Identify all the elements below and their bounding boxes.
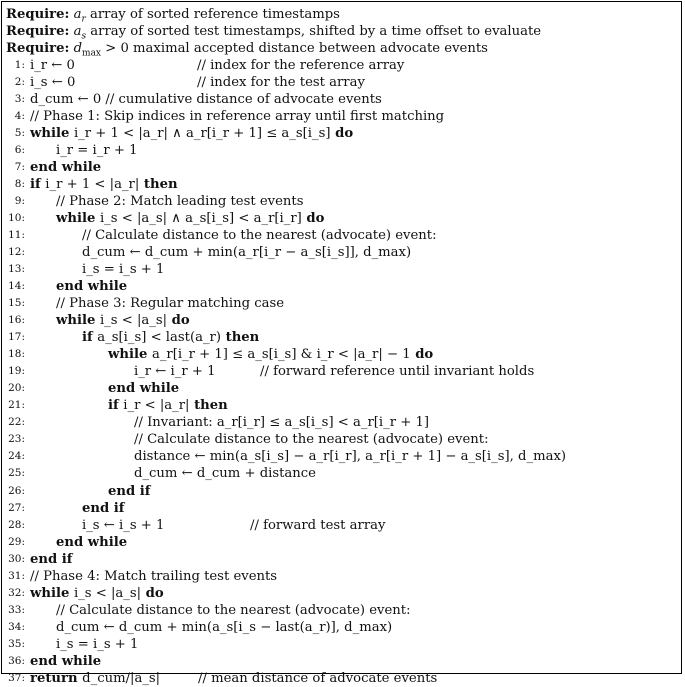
line-number: 2:	[14, 76, 25, 89]
code-text: i_r ← i_r + 1	[134, 364, 216, 380]
code-text: i_r = i_r + 1	[56, 143, 138, 159]
algorithm-line	[2, 57, 681, 74]
line-number: 7:	[14, 161, 25, 174]
algorithm-line	[2, 414, 681, 431]
line-code	[134, 414, 429, 431]
line-code	[56, 142, 138, 159]
keyword: end while	[30, 160, 102, 176]
algorithm-line	[2, 568, 681, 585]
line-number: 6:	[14, 144, 25, 157]
line-number: 22:	[8, 416, 25, 429]
keyword: end while	[30, 653, 102, 669]
line-code	[30, 91, 382, 108]
line-code	[82, 500, 124, 517]
algorithm-line	[2, 244, 681, 261]
algorithm-line	[2, 176, 681, 193]
require-line: Require: $a_s$ array of sorted test timestamps, shifted by a time offset to evaluate	[6, 24, 542, 42]
algorithm-line	[2, 108, 681, 125]
code-text: i_r + 1 < |a_r| ∧ a_r[i_r + 1] ≤ a_s[i_s]	[73, 126, 331, 142]
line-code	[30, 159, 101, 176]
keyword: end if	[30, 551, 73, 567]
line-number: 23:	[8, 433, 25, 446]
code-text: // Phase 2: Match leading test events	[56, 194, 304, 210]
keyword: end if	[82, 500, 125, 516]
line-code	[134, 431, 489, 448]
algorithm-line	[2, 210, 681, 227]
keyword: then	[139, 177, 178, 193]
algorithm-line	[2, 74, 681, 91]
keyword: end while	[56, 534, 128, 550]
line-code	[108, 380, 179, 397]
algorithm-line	[2, 295, 681, 312]
code-text: d_cum ← d_cum + min(a_s[i_s − last(a_r)], d_max)	[56, 619, 393, 635]
keyword: while	[30, 585, 74, 601]
keyword: do	[141, 585, 164, 601]
code-text: a_r[i_r + 1] ≤ a_s[i_s] & i_r < |a_r| − 1	[151, 347, 411, 363]
line-code	[30, 125, 353, 142]
code-text: i_r + 1 < |a_r|	[45, 177, 140, 193]
algorithm-line	[2, 602, 681, 619]
require-keyword: Require:	[6, 41, 70, 56]
line-code	[56, 636, 138, 653]
line-code	[30, 585, 164, 602]
algorithm-line	[2, 159, 681, 176]
line-code	[56, 193, 304, 210]
keyword: end while	[108, 381, 180, 397]
algorithm-line	[2, 448, 681, 465]
code-text: i_r < |a_r|	[123, 398, 190, 414]
code-text: i_r ← 0	[30, 58, 75, 73]
code-text: i_s < |a_s|	[99, 313, 168, 329]
code-text: i_s ← i_s + 1	[82, 517, 165, 533]
line-code	[30, 551, 72, 568]
keyword: if	[82, 330, 98, 346]
keyword: do	[410, 347, 434, 363]
line-code	[56, 278, 127, 295]
keyword: while	[108, 347, 152, 363]
algorithm-line	[2, 534, 681, 551]
keyword: while	[30, 126, 74, 142]
keyword: while	[56, 313, 100, 329]
code-text: d_cum ← 0 // cumulative distance of advocate events	[30, 92, 382, 108]
line-code	[82, 244, 411, 261]
require-line: Require: $d_{max} > 0$ maximal accepted distance between advocate events	[6, 41, 488, 59]
code-text: d_cum ← d_cum + min(a_r[i_r − a_s[i_s]], d_max)	[82, 245, 412, 261]
line-number: 26:	[8, 484, 25, 497]
line-number: 8:	[14, 178, 25, 191]
keyword: if	[30, 177, 46, 193]
code-text: a_s[i_s] < last(a_r)	[97, 330, 222, 346]
code-text: // Phase 3: Regular matching case	[56, 296, 285, 312]
require-keyword: Require:	[6, 7, 70, 22]
line-number: 9:	[14, 195, 25, 208]
code-text: // Invariant: a_r[i_r] ≤ a_s[i_s] < a_r[i_r + 1]	[134, 415, 430, 431]
algorithm-line	[2, 670, 681, 687]
line-number: 17:	[8, 331, 25, 344]
line-number: 13:	[8, 263, 25, 276]
line-code	[56, 210, 324, 227]
algorithm-line	[2, 653, 681, 670]
line-number: 24:	[8, 450, 25, 463]
code-text: // Calculate distance to the nearest (advocate) event:	[56, 602, 411, 618]
algorithm-line	[2, 125, 681, 142]
algorithm-line	[2, 619, 681, 636]
line-code	[108, 483, 150, 500]
algorithm-line	[2, 329, 681, 346]
code-text: // Phase 1: Skip indices in reference array until first matching	[30, 109, 445, 125]
code-text: d_cum ← d_cum + distance	[134, 466, 316, 482]
line-number: 10:	[8, 212, 25, 225]
keyword: return	[30, 670, 83, 686]
algorithm-line	[2, 91, 681, 108]
algorithm-box	[1, 1, 682, 686]
line-number: 16:	[8, 314, 25, 327]
keyword: while	[56, 211, 100, 227]
line-comment: // forward test array	[250, 517, 386, 533]
line-number: 27:	[8, 501, 25, 514]
line-number: 1:	[14, 59, 25, 71]
line-code	[82, 261, 164, 278]
code-text: // Calculate distance to the nearest (advocate) event:	[134, 432, 489, 448]
line-number: 21:	[8, 399, 25, 412]
keyword: end if	[108, 483, 151, 499]
algorithm-line	[2, 397, 681, 414]
algorithm-line	[2, 517, 681, 534]
algorithm-line	[2, 483, 681, 500]
line-number: 12:	[8, 246, 25, 259]
algorithm-line	[2, 142, 681, 159]
line-number: 30:	[8, 552, 25, 565]
line-number: 19:	[8, 365, 25, 378]
line-code	[56, 534, 127, 551]
algorithm-line	[2, 261, 681, 278]
line-code	[82, 517, 164, 534]
keyword: if	[108, 398, 124, 414]
line-code	[30, 57, 75, 74]
line-number: 35:	[8, 637, 25, 650]
keyword: do	[330, 126, 354, 142]
code-text: d_cum/|a_s|	[82, 670, 161, 686]
code-text: i_s = i_s + 1	[82, 262, 165, 278]
line-code	[30, 176, 178, 193]
algorithm-line	[2, 312, 681, 329]
algorithm-line	[2, 363, 681, 380]
line-comment: // index for the reference array	[197, 58, 405, 73]
algorithm-line	[2, 431, 681, 448]
algorithm-line	[2, 585, 681, 602]
line-code	[30, 653, 101, 670]
line-number: 25:	[8, 467, 25, 480]
code-text: i_s < |a_s| ∧ a_s[i_s] < a_r[i_r]	[99, 211, 302, 227]
code-text: i_s ← 0	[30, 75, 76, 91]
algorithm-line	[2, 551, 681, 568]
line-number: 36:	[8, 654, 25, 667]
line-number: 3:	[14, 93, 25, 106]
algorithm-line	[2, 227, 681, 244]
require-keyword: Require:	[6, 24, 70, 39]
line-number: 29:	[8, 535, 25, 548]
line-code	[30, 108, 444, 125]
algorithm-line	[2, 193, 681, 210]
line-code	[134, 363, 216, 380]
line-code	[134, 465, 316, 482]
line-code	[30, 74, 75, 91]
line-code	[56, 619, 392, 636]
line-number: 20:	[8, 382, 25, 395]
line-number: 14:	[8, 280, 25, 293]
algorithm-line	[2, 380, 681, 397]
algorithm-line	[2, 278, 681, 295]
line-number: 34:	[8, 620, 25, 633]
line-number: 4:	[14, 110, 25, 123]
line-number: 37:	[8, 671, 25, 684]
algorithm-line	[2, 465, 681, 482]
line-number: 32:	[8, 586, 25, 599]
line-comment: // forward reference until invariant holds	[260, 364, 535, 380]
keyword: end while	[56, 279, 128, 295]
line-code	[56, 602, 411, 619]
line-number: 28:	[8, 518, 25, 531]
code-text: i_s = i_s + 1	[56, 636, 139, 652]
line-code	[108, 346, 433, 363]
line-code	[30, 670, 160, 687]
line-code	[30, 568, 277, 585]
line-code	[82, 227, 437, 244]
line-number: 5:	[14, 127, 25, 140]
keyword: do	[167, 313, 190, 329]
line-number: 11:	[8, 229, 25, 242]
line-code	[134, 448, 566, 465]
line-code	[108, 397, 228, 414]
keyword: then	[189, 398, 228, 414]
code-text: // Phase 4: Match trailing test events	[30, 568, 278, 584]
line-code	[82, 329, 259, 346]
line-number: 31:	[8, 569, 25, 582]
line-comment: // index for the test array	[197, 75, 365, 91]
line-number: 18:	[8, 348, 25, 361]
line-number: 33:	[8, 603, 25, 616]
code-text: // Calculate distance to the nearest (advocate) event:	[82, 228, 437, 244]
algorithm-line	[2, 346, 681, 363]
keyword: do	[301, 211, 325, 227]
algorithm-line	[2, 636, 681, 653]
code-text: distance ← min(a_s[i_s] − a_r[i_r], a_r[i_r + 1] − a_s[i_s], d_max)	[134, 449, 567, 465]
line-number: 15:	[8, 297, 25, 310]
line-comment: // mean distance of advocate events	[198, 670, 438, 686]
line-code	[56, 295, 284, 312]
code-text: i_s < |a_s|	[73, 585, 142, 601]
line-code	[56, 312, 190, 329]
algorithm-line	[2, 500, 681, 517]
require-line: Require: $a_r$ array of sorted reference timestamps	[6, 7, 340, 25]
keyword: then	[221, 330, 260, 346]
